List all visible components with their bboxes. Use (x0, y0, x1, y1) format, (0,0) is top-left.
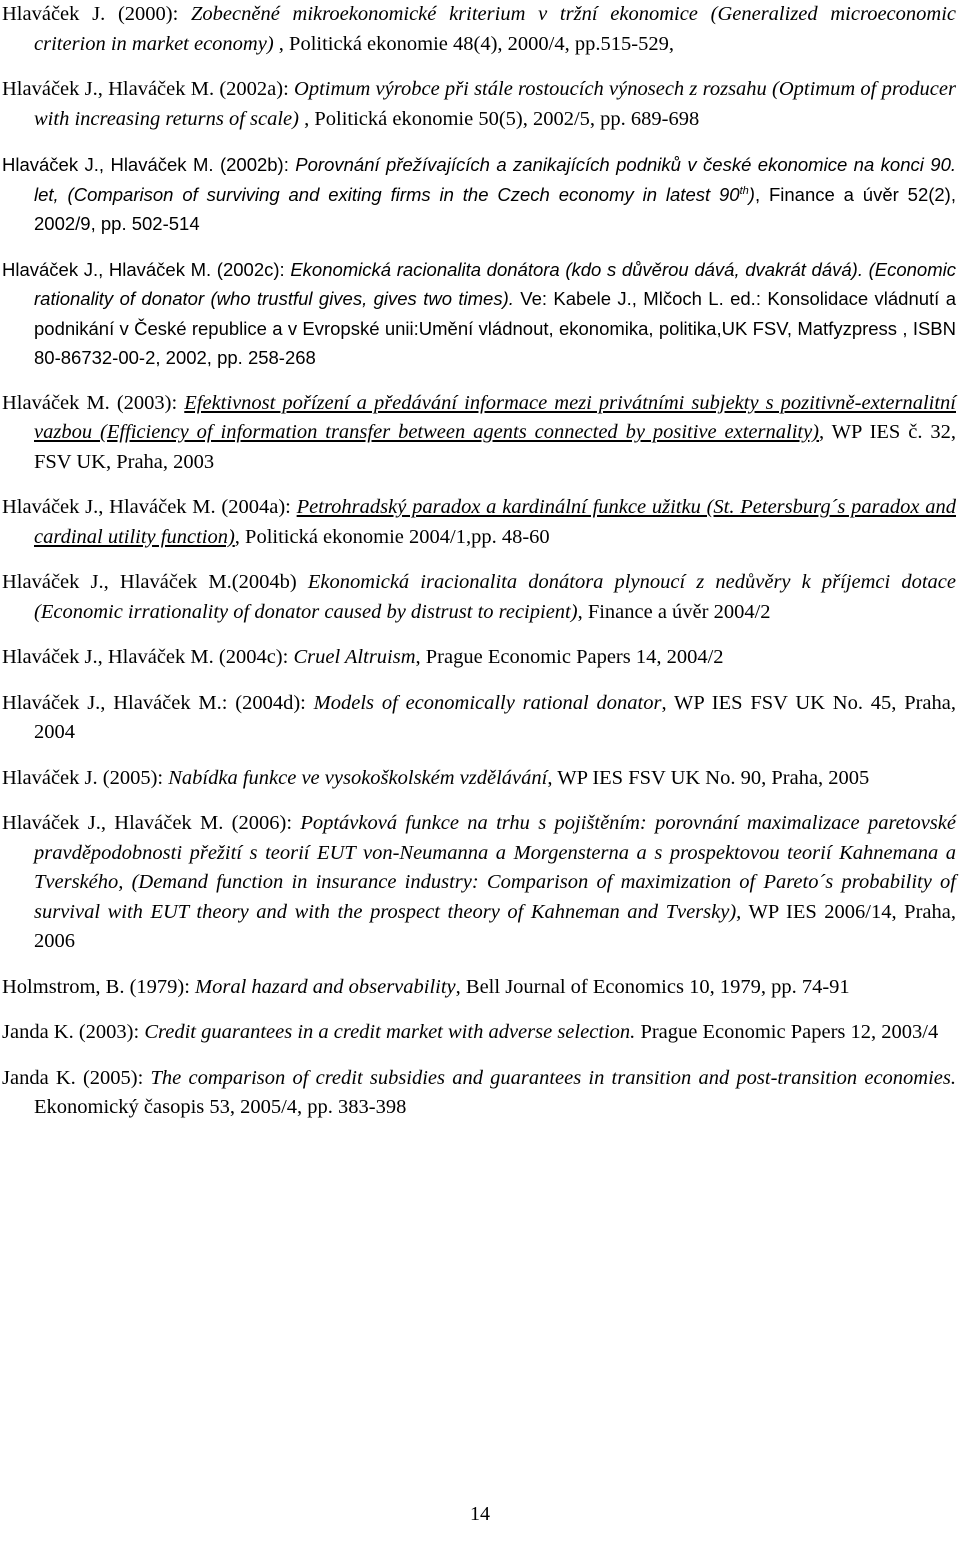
reference-title: Credit guarantees in a credit market with adverse selection. (144, 1021, 636, 1043)
reference-text: Janda K. (2005): (2, 1066, 151, 1089)
reference-text: Hlaváček J., Hlaváček M. (2002b): (2, 154, 296, 175)
reference-text: Hlaváček M. (2003): (2, 391, 185, 414)
reference-text: Hlaváček J., Hlaváček M. (2002c): (2, 258, 291, 280)
reference-title: Ekonomická iracionalita donátora plynoucí z nedůvěry k příjemci dotace (Economic irrationality of donator caused by distrust to recipient) (34, 571, 957, 623)
reference-entry (2, 1018, 956, 1048)
reference-text: , Bell Journal of Economics 10, 1979, pp. 74-91 (455, 975, 850, 998)
reference-entry (2, 0, 956, 59)
reference-text: Hlaváček J., Hlaváček M. (2006): (2, 812, 301, 834)
page-number: 14 (470, 1503, 490, 1525)
reference-text: , Politická ekonomie 50(5), 2002/5, pp. 689-698 (298, 107, 700, 130)
reference-entry (2, 493, 956, 552)
reference-text: Holmstrom, B. (1979): (2, 975, 196, 998)
reference-text: Janda K. (2003): (2, 1021, 145, 1043)
reference-text: , Prague Economic Papers 14, 2004/2 (415, 646, 724, 668)
reference-text: , WP IES č. 32, FSV UK, Praha, 2003 (34, 421, 956, 473)
reference-text: Hlaváček J. (2005): (2, 766, 169, 789)
reference-text: , Politická ekonomie 48(4), 2000/4, pp.515-529, (273, 32, 674, 55)
reference-entry (2, 568, 956, 627)
reference-text: Ekonomický časopis 53, 2005/4, pp. 383-398 (34, 1096, 407, 1118)
reference-entry (2, 75, 956, 134)
reference-title: Moral hazard and observability (195, 975, 456, 998)
reference-entry (2, 150, 956, 239)
reference-text: Hlaváček J., Hlaváček M.(2004b) (2, 571, 308, 593)
reference-title: ) (748, 183, 755, 205)
reference-text: , WP IES FSV UK No. 90, Praha, 2005 (547, 766, 870, 789)
reference-entry (2, 973, 956, 1003)
reference-list (2, 0, 956, 1139)
reference-title: Ekonomická racionalita donátora (kdo s důvěrou dává, dvakrát dává). (Economic rationality of donator (who trustful gives, gives two times). (34, 258, 956, 309)
reference-title: The comparison of credit subsidies and guarantees in transition and post-transition economies. (150, 1066, 956, 1089)
reference-text: , Finance a úvěr 52(2), 2002/9, pp. 502-514 (34, 183, 956, 234)
reference-title: Models of economically rational donator (313, 691, 662, 714)
reference-title: Cruel Altruism (293, 646, 416, 668)
reference-entry (2, 809, 956, 957)
reference-entry (2, 689, 956, 748)
reference-entry (2, 389, 956, 478)
reference-text: Prague Economic Papers 12, 2003/4 (635, 1021, 939, 1043)
reference-text: Ve: Kabele J., Mlčoch L. ed.: Konsolidace vládnutí a podnikání v České republice a v Evropské unii:Umění vládnout, ekonomika, politika,UK FSV, Matfyzpress , ISBN 80-86732-00-2, 2002, pp. 258-268 (34, 288, 957, 368)
reference-entry (2, 764, 956, 794)
reference-text: Hlaváček J., Hlaváček M. (2004a): (2, 496, 297, 518)
reference-text: , Finance a úvěr 2004/2 (577, 600, 771, 623)
reference-entry (2, 643, 956, 673)
reference-title: Poptávková funkce na trhu s pojištěním: porovnání maximalizace paretovské pravděpodobnosti přežití s teorií EUT von-Neumanna a Morgensterna a s prospektovou teorií Kahnemana a Tverského, (Demand function in insurance industry: Comparison of maximization of Pareto´s probability of survival with EUT theory and with the prospect theory of Kahneman and Tversky), (34, 812, 956, 923)
reference-title: Optimum výrobce při stále rostoucích výnosech z rozsahu (Optimum of producer with increasing returns of scale) (34, 78, 956, 130)
reference-entry (2, 255, 956, 373)
reference-entry (2, 1064, 956, 1123)
reference-text: , WP IES FSV UK No. 45, Praha, 2004 (34, 691, 956, 743)
reference-text: WP IES 2006/14, Praha, 2006 (34, 900, 956, 952)
reference-title: Porovnání přežívajících a zanikajících podniků v české ekonomice na konci 90. let, (Comparison of surviving and exiting firms in the Czech economy in latest 90 (34, 154, 957, 205)
reference-title: Zobecněné mikroekonomické kriterium v tržní ekonomice (Generalized microeconomic criterion in market economy) (34, 3, 956, 55)
reference-text: , Politická ekonomie 2004/1,pp. 48-60 (234, 525, 550, 548)
reference-text: Hlaváček J., Hlaváček M. (2004c): (2, 646, 294, 668)
reference-text: Hlaváček J. (2000): (2, 3, 192, 25)
reference-text: Hlaváček J., Hlaváček M.: (2004d): (2, 691, 314, 714)
reference-title: Efektivnost pořízení a předávání informace mezi privátními subjekty s pozitivně-externalitní vazbou (Efficiency of information transfer between agents connected by positive externality) (34, 391, 956, 443)
reference-title: Nabídka funkce ve vysokoškolském vzdělávání (168, 766, 548, 789)
reference-superscript: th (739, 184, 749, 197)
reference-title: Petrohradský paradox a kardinální funkce užitku (St. Petersburg´s paradox and cardinal utility function) (34, 496, 956, 548)
reference-text: Hlaváček J., Hlaváček M. (2002a): (2, 78, 295, 100)
